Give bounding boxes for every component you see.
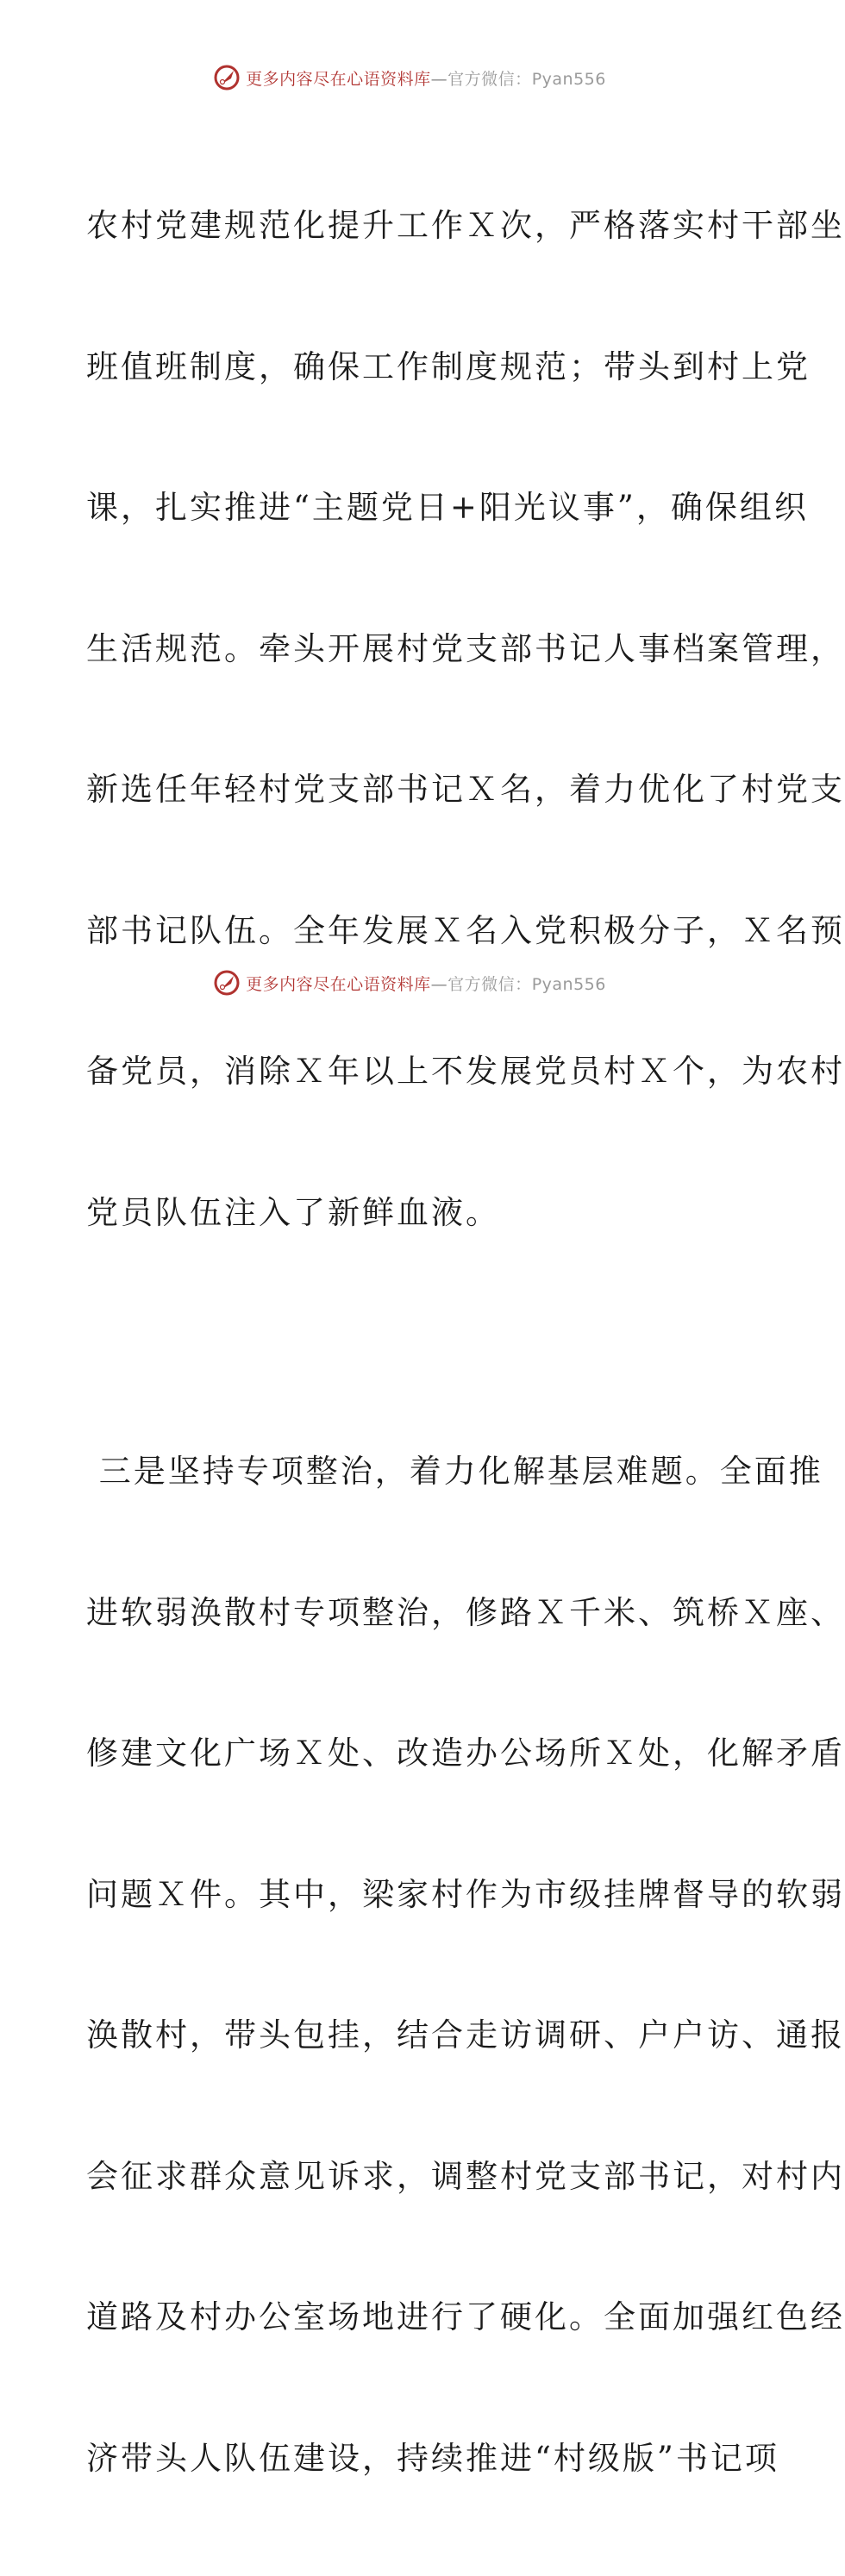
paragraph-1-line: 课，扎实推进“主题党日+阳光议事”，确保组织: [86, 489, 809, 526]
header-banner-main: 更多内容尽在心语资料库: [246, 69, 431, 89]
header-banner-separator: —: [430, 69, 448, 89]
footer-banner-text: [246, 972, 606, 995]
paragraph-2-line: 进软弱涣散村专项整治，修路Ｘ千米、筑桥Ｘ座、: [86, 1593, 845, 1631]
header-banner-wechat-label: 官方微信：: [448, 69, 532, 89]
paragraph-2-line: 会征求群众意见诉求，调整村党支部书记，对村内: [86, 2157, 845, 2195]
paragraph-1-line: 备党员，消除Ｘ年以上不发展党员村Ｘ个，为农村: [86, 1053, 845, 1090]
header-banner-wechat-id: Pyan556: [531, 69, 606, 89]
paragraph-2-line: 济带头人队伍建设，持续推进“村级版”书记项: [86, 2439, 779, 2477]
paragraph-2-line: 道路及村办公室场地进行了硬化。全面加强红色经: [86, 2298, 845, 2335]
paragraph-2-line: 三是坚持专项整治，着力化解基层难题。全面推: [86, 1453, 823, 1490]
paragraph-1-line: 部书记队伍。全年发展Ｘ名入党积极分子，Ｘ名预: [86, 911, 845, 949]
paragraph-2: [86, 1354, 845, 2576]
paragraph-1-line: 农村党建规范化提升工作Ｘ次，严格落实村干部坐: [86, 207, 845, 244]
header-banner-text: [246, 66, 606, 90]
header-banner: [0, 60, 819, 95]
footer-banner-main: 更多内容尽在心语资料库: [246, 974, 431, 994]
paragraph-1-line: 生活规范。牵头开展村党支部书记人事档案管理，: [86, 629, 845, 667]
quill-logo-icon: [213, 64, 241, 91]
paragraph-1-line: 班值班制度，确保工作制度规范；带头到村上党: [86, 347, 811, 385]
paragraph-2-line: 涣散村，带头包挂，结合走访调研、户户访、通报: [86, 2016, 845, 2054]
paragraph-1-line: 新选任年轻村党支部书记Ｘ名，着力优化了村党支: [86, 771, 845, 808]
paragraph-1-line: 党员队伍注入了新鲜血液。: [86, 1193, 500, 1231]
document-body: [86, 109, 845, 2576]
footer-banner: [0, 966, 819, 1000]
paragraph-2-line: 修建文化广场Ｘ处、改造办公场所Ｘ处，化解矛盾: [86, 1735, 845, 1772]
footer-banner-wechat-id: Pyan556: [531, 974, 606, 994]
footer-banner-separator: —: [430, 974, 448, 994]
paragraph-1: [86, 109, 845, 1330]
paragraph-2-line: 问题Ｘ件。其中，梁家村作为市级挂牌督导的软弱: [86, 1875, 845, 1913]
footer-banner-wechat-label: 官方微信：: [448, 974, 532, 994]
quill-logo-icon: [213, 969, 241, 997]
